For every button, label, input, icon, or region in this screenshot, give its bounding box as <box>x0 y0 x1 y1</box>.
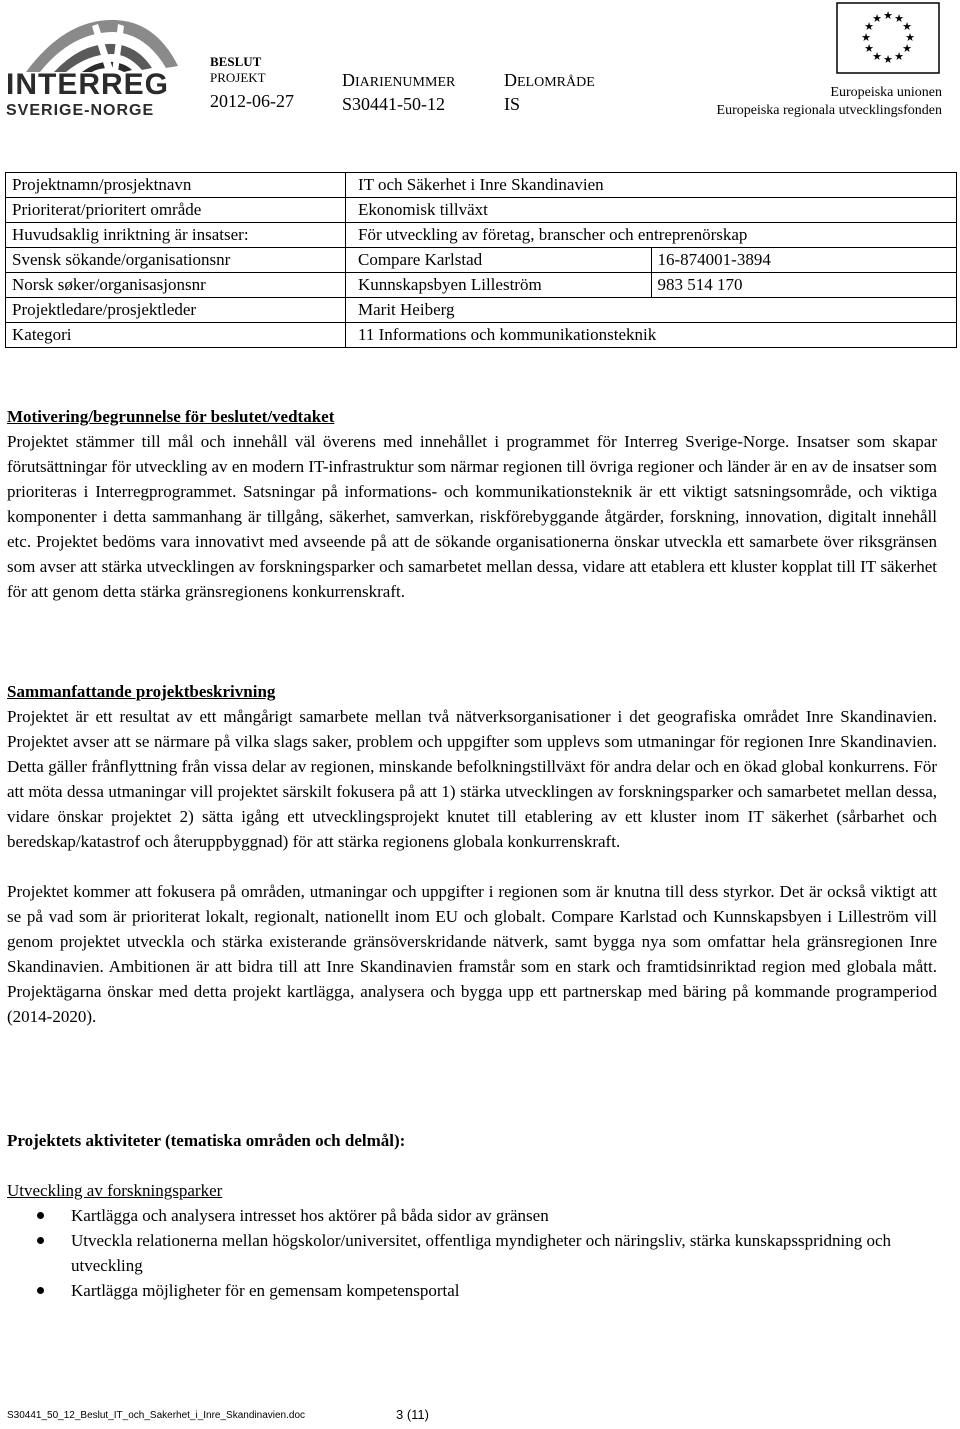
table-row <box>6 223 957 248</box>
svg-text:★: ★ <box>864 42 874 55</box>
row-value: För utveckling av företag, branscher och entreprenörskap <box>346 223 957 248</box>
row-value-org-number: 983 514 170 <box>651 273 957 298</box>
footer-page-number: 3 (11) <box>396 1407 429 1422</box>
table-row <box>6 248 957 273</box>
activities-section <box>7 1128 937 1303</box>
svg-text:★: ★ <box>883 53 893 66</box>
bullet-icon <box>37 1287 44 1294</box>
table-row <box>6 273 957 298</box>
svg-text:★: ★ <box>883 9 893 22</box>
svg-text:★: ★ <box>894 50 904 63</box>
activities-heading: Projektets aktiviteter (tematiska områden och delmål): <box>7 1131 406 1150</box>
decision-label: BESLUT <box>210 54 262 69</box>
row-label: Projektledare/prosjektleder <box>6 298 346 323</box>
logo-line1: INTERREG <box>6 68 170 101</box>
row-label: Projektnamn/prosjektnavn <box>6 173 346 198</box>
bullet-icon <box>37 1237 44 1244</box>
row-value: 11 Informations och kommunikationsteknik <box>346 323 957 348</box>
activities-list <box>7 1203 937 1303</box>
summary-section <box>7 679 937 1029</box>
list-item <box>7 1278 937 1303</box>
decision-block <box>210 54 294 112</box>
interreg-logo <box>6 10 192 122</box>
footer-filename: S30441_50_12_Beslut_IT_och_Sakerhet_i_Inre_Skandinavien.doc <box>7 1410 306 1421</box>
row-label: Prioriterat/prioritert område <box>6 198 346 223</box>
eu-text <box>622 84 942 120</box>
eu-line1: Europeiska unionen <box>830 85 942 100</box>
svg-text:★: ★ <box>902 20 912 33</box>
row-value-org-number: 16-874001-3894 <box>651 248 957 273</box>
row-value: IT och Säkerhet i Inre Skandinavien <box>346 173 957 198</box>
svg-text:★: ★ <box>872 50 882 63</box>
row-value: Compare Karlstad <box>346 248 652 273</box>
subarea-label-first: D <box>504 70 517 90</box>
row-label: Norsk søker/organisasjonsnr <box>6 273 346 298</box>
row-label: Kategori <box>6 323 346 348</box>
summary-paragraph-2: Projektet kommer att fokusera på områden, utmaningar och uppgifter i regionen som är knutna till dess styrkor. Det är också viktigt att se på vad som är prioriterat lokalt, regionalt, nationellt inom EU och globalt. Compare Karlstad och Kunnskapsbyen i Lilleström vill genom projektet utveckla och stärka existerande gränsöverskridande nätverk, samt bygga nya som omfattar hela gränsregionen Inre Skandinavien. Ambitionen är att bidra till att Inre Skandinavien framstår som en stark och framtidsinriktad region med globala mått. Projektägarna önskar med detta projekt kartlägga, analysera och bygga upp ett partnerskap med bäring på kommande programperiod (2014-2020). <box>7 882 937 1026</box>
registration-block <box>342 70 455 115</box>
project-info-table <box>5 172 957 348</box>
eu-flag-icon <box>836 2 940 74</box>
registration-number: S30441-50-12 <box>342 94 445 114</box>
decision-sublabel: PROJEKT <box>210 70 266 85</box>
registration-label-rest: IARIENUMMER <box>355 75 456 90</box>
svg-text:★: ★ <box>872 12 882 25</box>
table-row <box>6 173 957 198</box>
summary-heading: Sammanfattande projektbeskrivning <box>7 682 276 701</box>
row-value: Ekonomisk tillväxt <box>346 198 957 223</box>
subarea-block <box>504 70 595 115</box>
activities-subheading: Utveckling av forskningsparker <box>7 1181 223 1200</box>
subarea-value: IS <box>504 94 521 114</box>
list-item-text: Kartlägga och analysera intresset hos aktörer på båda sidor av gränsen <box>71 1206 549 1225</box>
registration-label-first: D <box>342 70 355 90</box>
list-item <box>7 1228 937 1278</box>
bullet-icon <box>37 1212 44 1219</box>
row-label: Huvudsaklig inriktning är insatser: <box>6 223 346 248</box>
row-value: Kunnskapsbyen Lilleström <box>346 273 652 298</box>
summary-paragraph-1: Projektet är ett resultat av ett mångårigt samarbete mellan två nätverksorganisationer i det geografiska området Inre Skandinavien. Projektet avser att se närmare på vilka slags saker, problem och uppgifter som upplevs som utmaningar för regionen Inre Skandinavien. Detta gäller frånflyttning från vissa delar av regionen, minskande befolkningstillväxt för andra delar och en ökad global konkurrens. För att möta dessa utmaningar vill projektet särskilt fokusera på att 1) stärka utvecklingen av forskningsparker och samarbetet mellan dessa, vidare önskar projektet 2) sätta igång ett utvecklingsprojekt knutet till etablering av ett kluster inom IT säkerhet (sårbarhet och beredskap/katastrof och återuppbyggnad) för att stärka regionens globala konkurrenskraft. <box>7 707 937 851</box>
svg-text:★: ★ <box>894 12 904 25</box>
svg-text:★: ★ <box>861 31 871 44</box>
decision-date: 2012-06-27 <box>210 91 294 111</box>
list-item <box>7 1203 937 1228</box>
table-row <box>6 323 957 348</box>
eu-line2: Europeiska regionala utvecklingsfonden <box>716 103 942 118</box>
row-value: Marit Heiberg <box>346 298 957 323</box>
svg-text:★: ★ <box>902 42 912 55</box>
subarea-label-rest: ELOMRÅDE <box>517 75 595 90</box>
motivation-heading: Motivering/begrunnelse för beslutet/vedtaket <box>7 407 335 426</box>
svg-text:★: ★ <box>905 31 915 44</box>
table-row <box>6 298 957 323</box>
logo-line2: SVERIGE-NORGE <box>6 102 155 119</box>
motivation-section <box>7 404 937 604</box>
list-item-text: Utveckla relationerna mellan högskolor/universitet, offentliga myndigheter och näringsliv, stärka kunskapsspridning och utveckling <box>71 1231 892 1275</box>
row-label: Svensk sökande/organisationsnr <box>6 248 346 273</box>
list-item-text: Kartlägga möjligheter för en gemensam kompetensportal <box>71 1281 460 1300</box>
table-row <box>6 198 957 223</box>
motivation-text: Projektet stämmer till mål och innehåll väl överens med innehållet i programmet för Interreg Sverige-Norge. Insatser som skapar förutsättningar för utveckling av en modern IT-infrastruktur som närmar regionen till övriga regioner och länder är en av de insatser som prioriteras i Interregprogrammet. Satsningar på informations- och kommunikationsteknik är ett viktigt satsningsområde, och viktiga komponenter i detta sammanhang är tillgång, säkerhet, samverkan, riskförebyggande åtgärder, forskning, innovation, digitalt innehåll etc. Projektet bedöms vara innovativt med avseende på att de sökande organisationerna önskar utveckla ett samarbete över riksgränsen som avser att stärka utvecklingen av forskningsparker och samarbetet mellan dessa, vidare att etablera ett kluster kopplat till IT säkerhet för att genom detta stärka gränsregionens konkurrenskraft. <box>7 432 937 601</box>
svg-text:★: ★ <box>864 20 874 33</box>
